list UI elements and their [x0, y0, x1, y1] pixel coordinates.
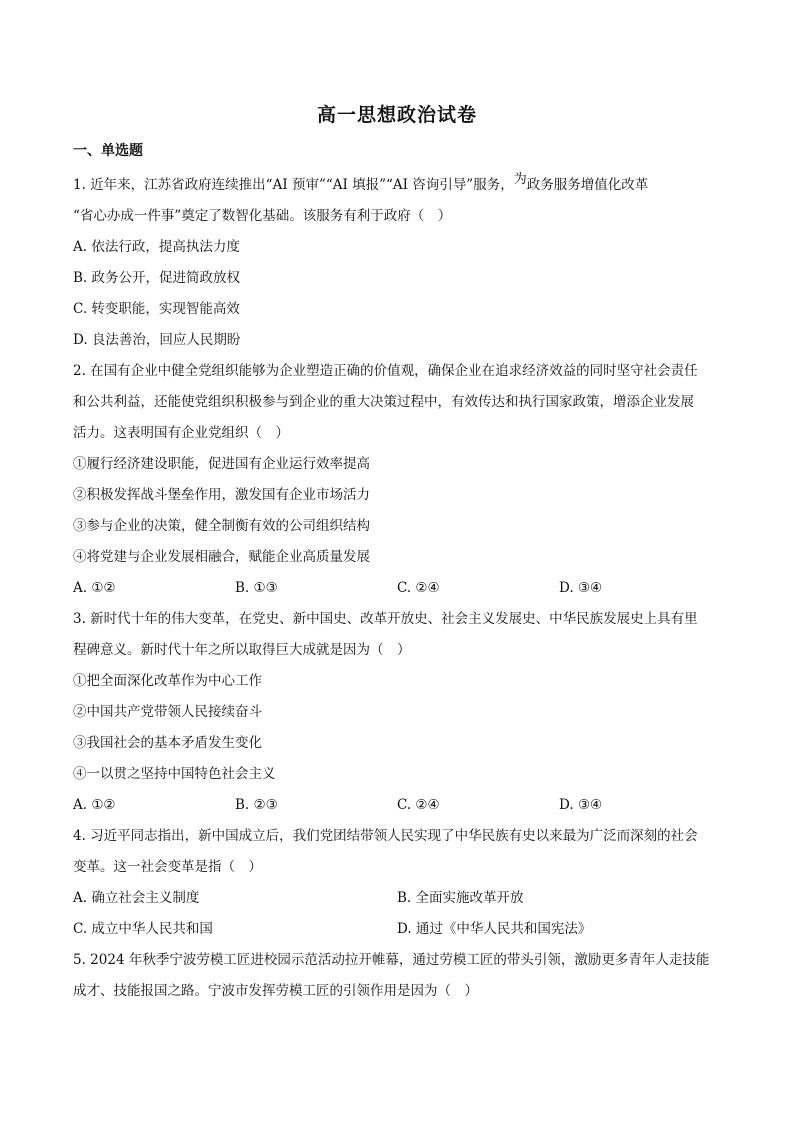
question-stem-line: 活力。这表明国有企业党组织（ ） — [73, 425, 289, 441]
question-list — [73, 170, 723, 1007]
statement-item: ④一以贯之坚持中国特色社会主义 — [73, 766, 276, 782]
option-d: D. 通过《中华人民共和国宪法》 — [397, 921, 592, 937]
question-stem-line: 3. 新时代十年的伟大变革，在党史、新中国史、改革开放史、社会主义发展史、中华民族发展史上具有里 — [73, 611, 698, 627]
question-3 — [73, 604, 723, 821]
option-c: C. 成立中华人民共和国 — [73, 921, 213, 937]
question-stem-line: 程碑意义。新时代十年之所以取得巨大成就是因为（ ） — [73, 642, 411, 658]
option-b: B. 政务公开，促进简政放权 — [73, 270, 241, 286]
question-stem-line: 变革。这一社会变革是指（ ） — [73, 859, 262, 875]
question-stem-line: “省心办成一件事”奠定了数智化基础。该服务有利于政府（ ） — [73, 208, 452, 224]
option-c: C. ②④ — [397, 797, 440, 813]
question-1 — [73, 170, 723, 356]
statement-item: ②中国共产党带领人民接续奋斗 — [73, 704, 262, 720]
statement-item: ④将党建与企业发展相融合，赋能企业高质量发展 — [73, 549, 370, 565]
option-b: B. 全面实施改革开放 — [397, 890, 524, 906]
option-d: D. ③④ — [559, 797, 603, 813]
statement-item: ①把全面深化改革作为中心工作 — [73, 673, 262, 689]
question-stem-line: 和公共利益，还能使党组织积极参与到企业的重大决策过程中，有效传达和执行国家政策，增添企业发展 — [73, 394, 694, 410]
question-stem-line: 1. 近年来，江苏省政府连续推出“AI 预审”“AI 填报”“AI 咨询引导”服务，为政务服务增值化改革 — [73, 172, 649, 193]
statement-item: ②积极发挥战斗堡垒作用，激发国有企业市场活力 — [73, 487, 370, 503]
option-b: B. ②③ — [235, 797, 278, 813]
option-d: D. 良法善治，回应人民期盼 — [73, 332, 241, 348]
statement-item: ③我国社会的基本矛盾发生变化 — [73, 735, 262, 751]
page-title: 高一思想政治试卷 — [316, 104, 477, 126]
question-stem-line: 5. 2024 年秋季宁波劳模工匠进校园示范活动拉开帷幕，通过劳模工匠的带头引领，激励更多青年人走技能 — [73, 952, 710, 968]
option-row — [73, 573, 723, 604]
question-stem-line: 成才、技能报国之路。宁波市发挥劳模工匠的引领作用是因为（ ） — [73, 983, 478, 999]
option-row — [73, 883, 723, 914]
option-c: C. ②④ — [397, 580, 440, 596]
option-a: A. ①② — [73, 580, 116, 596]
question-5 — [73, 945, 723, 1007]
statement-item: ①履行经济建设职能，促进国有企业运行效率提高 — [73, 456, 370, 472]
question-stem-line: 2. 在国有企业中健全党组织能够为企业塑造正确的价值观，确保企业在追求经济效益的同时坚守社会责任 — [73, 363, 698, 379]
section-heading: 一、单选题 — [73, 143, 143, 159]
option-row — [73, 790, 723, 821]
option-a: A. 依法行政，提高执法力度 — [73, 239, 240, 255]
option-row — [73, 914, 723, 945]
question-stem-line: 4. 习近平同志指出，新中国成立后，我们党团结带领人民实现了中华民族有史以来最为广泛而深刻的社会 — [73, 828, 698, 844]
option-b: B. ①③ — [235, 580, 278, 596]
option-a: A. ①② — [73, 797, 116, 813]
option-d: D. ③④ — [559, 580, 603, 596]
option-c: C. 转变职能，实现智能高效 — [73, 301, 240, 317]
question-2 — [73, 356, 723, 604]
statement-item: ③参与企业的决策，健全制衡有效的公司组织结构 — [73, 518, 370, 534]
question-4 — [73, 821, 723, 945]
option-a: A. 确立社会主义制度 — [73, 890, 200, 906]
